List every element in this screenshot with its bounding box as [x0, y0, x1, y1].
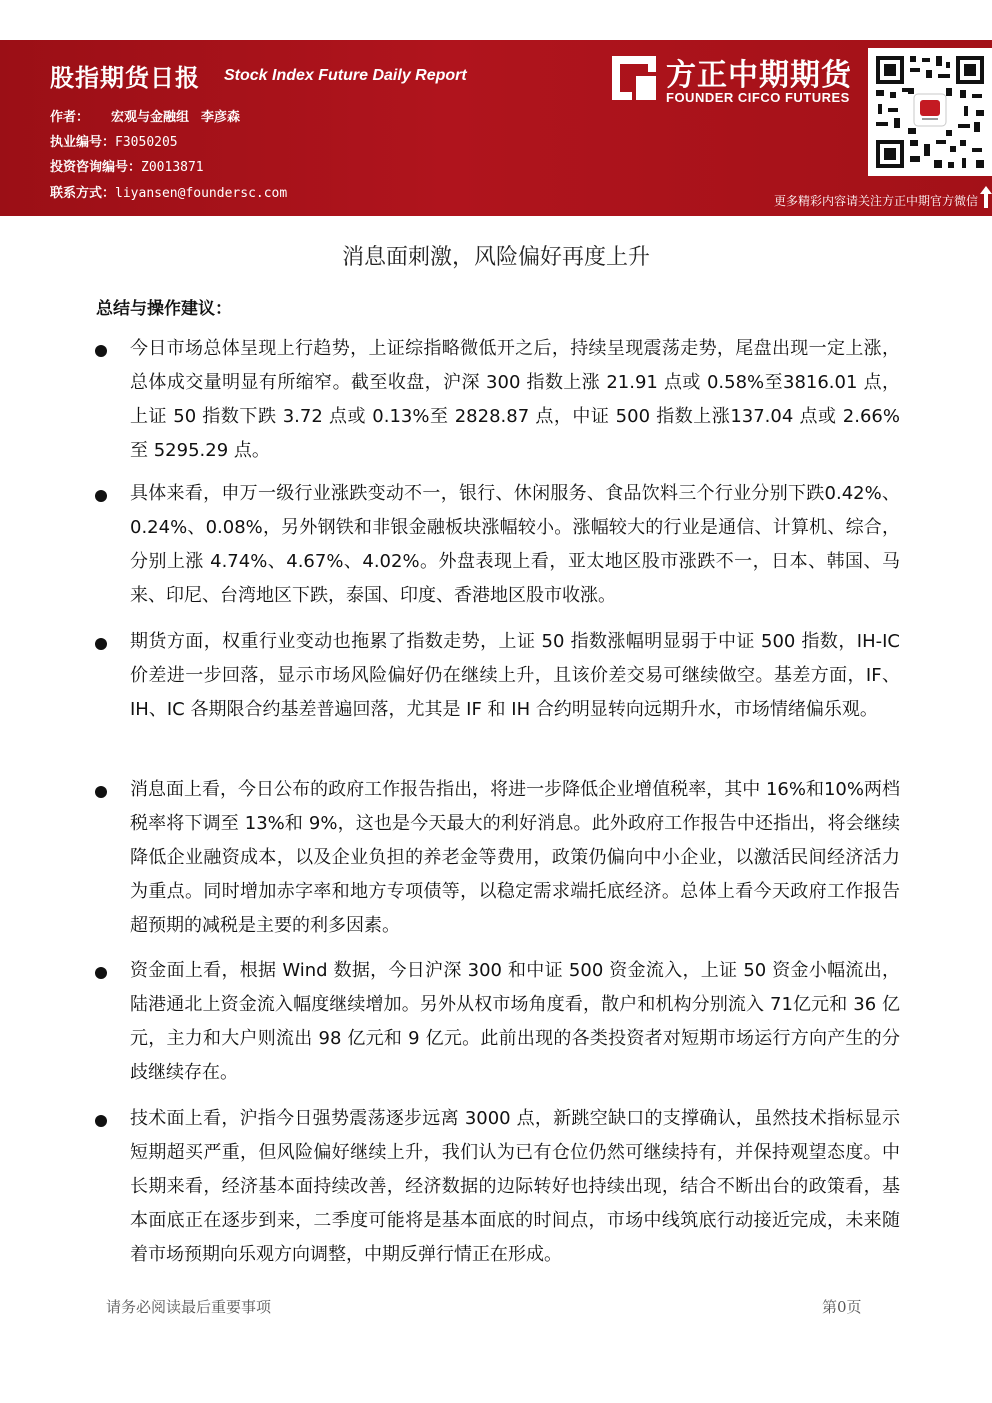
report-title-en: Stock Index Future Daily Report: [224, 67, 467, 84]
brand-name-cn: 方正中期期货: [666, 58, 852, 93]
advisory-label: 投资咨询编号：: [50, 160, 142, 175]
advisory-row: [50, 156, 204, 175]
report-main-title: 消息面刺激，风险偏好再度上升: [341, 245, 650, 270]
paragraph-technical: 技术面上看，沪指今日强势震荡逐步远离 3000 点，新跳空缺口的支撑确认，虽然技术指标显示短期超买严重，但风险偏好继续上升，我们认为已有仓位仍然可继续持有，并保持观望态度。中长期来看，经济基本面持续改善，经济数据的边际转好也持续出现，结合不断出台的政策看，基本面底正在逐步到来，二季度可能将是基本面底的时间点，市场中线筑底行动接近完成，未来随着市场预期向乐观方向调整，中期反弹行情正在形成。: [130, 1108, 900, 1265]
author-dept: 宏观与金融组: [111, 110, 190, 125]
contact-row: [50, 182, 287, 201]
wechat-follow-note: 更多精彩内容请关注方正中期官方微信: [773, 194, 978, 208]
founder-logo-icon: [608, 52, 660, 104]
report-title: 股指期货日报: [50, 64, 200, 92]
contact-label: 联系方式：: [50, 186, 116, 201]
paragraph-capital-flow: 资金面上看，根据 Wind 数据，今日沪深 300 和中证 500 资金流入，上证 50 资金小幅流出，陆港通北上资金流入幅度继续增加。另外从权市场角度看，散户和机构分别流入 71亿元和 36 亿元，主力和大户则流出 98 亿元和 9 亿元。此前出现的各类投资者对短期市场运行方向产生的分歧继续存在。: [130, 960, 900, 1083]
arrow-up-icon: [980, 186, 992, 208]
bullet-icon: [95, 967, 107, 979]
bullet-icon: [95, 1115, 107, 1127]
license-value: F3050205: [115, 135, 178, 150]
section-heading: 总结与操作建议：: [96, 299, 232, 319]
bullet-icon: [95, 345, 107, 357]
wechat-qr-code-icon[interactable]: [868, 48, 992, 176]
author-name: 李彦森: [201, 110, 241, 125]
advisory-value: Z0013871: [141, 160, 204, 175]
bullet-icon: [95, 786, 107, 798]
brand-name-en: FOUNDER CIFCO FUTURES: [666, 90, 850, 105]
report-header: [0, 40, 992, 216]
license-row: [50, 131, 178, 150]
page-number: 第0页: [822, 1298, 862, 1316]
bullet-icon: [95, 490, 107, 502]
author-label: 作者：: [50, 110, 90, 125]
author-row: [50, 106, 240, 125]
license-label: 执业编号：: [50, 135, 116, 150]
paragraph-futures: 期货方面，权重行业变动也拖累了指数走势，上证 50 指数涨幅明显弱于中证 500 指数，IH-IC 价差进一步回落，显示市场风险偏好仍在继续上升，且该价差交易可继续做空。基差方面，IF、IH、IC 各期限合约基差普遍回落，尤其是 IF 和 IH 合约明显转向远期升水，市场情绪偏乐观。: [130, 631, 900, 720]
footer-disclaimer-note: 请务必阅读最后重要事项: [106, 1298, 272, 1316]
paragraph-sector-performance: 具体来看，申万一级行业涨跌变动不一，银行、休闲服务、食品饮料三个行业分别下跌0.42%、0.24%、0.08%，另外钢铁和非银金融板块涨幅较小。涨幅较大的行业是通信、计算机、综合，分别上涨 4.74%、4.67%、4.02%。外盘表现上看，亚太地区股市涨跌不一，日本、韩国、马来、印尼、台湾地区下跌，泰国、印度、香港地区股市收涨。: [130, 483, 900, 606]
paragraph-news: 消息面上看，今日公布的政府工作报告指出，将进一步降低企业增值税率，其中 16%和10%两档税率将下调至 13%和 9%，这也是今天最大的利好消息。此外政府工作报告中还指出，将会继续降低企业融资成本，以及企业负担的养老金等费用，政策仍偏向中小企业，以激活民间经济活力为重点。同时增加赤字率和地方专项债等，以稳定需求端托底经济。总体上看今天政府工作报告超预期的减税是主要的利多因素。: [130, 779, 900, 936]
contact-email[interactable]: liyansen@foundersc.com: [115, 186, 288, 201]
bullet-icon: [95, 638, 107, 650]
paragraph-market-summary: 今日市场总体呈现上行趋势，上证综指略微低开之后，持续呈现震荡走势，尾盘出现一定上涨，总体成交量明显有所缩窄。截至收盘，沪深 300 指数上涨 21.91 点或 0.58%至3816.01 点，上证 50 指数下跌 3.72 点或 0.13%至 2828.87 点，中证 500 指数上涨137.04 点或 2.66%至 5295.29 点。: [130, 338, 900, 461]
